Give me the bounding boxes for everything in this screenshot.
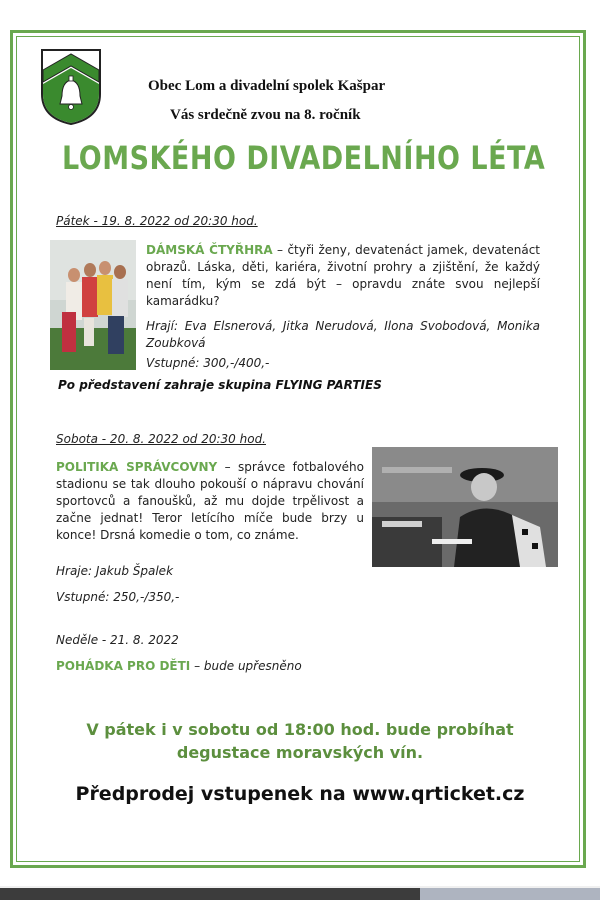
- price-saturday: Vstupné: 250,-/350,-: [56, 590, 180, 604]
- ticket-presale-note: Předprodej vstupenek na www.qrticket.cz: [75, 783, 525, 805]
- show-title-politika-spravcovny: POLITIKA SPRÁVCOVNY: [56, 460, 218, 474]
- show-title-damska-ctyrhra: DÁMSKÁ ČTYŘHRA: [146, 243, 273, 257]
- cast-friday: Hrají: Eva Elsnerová, Jitka Nerudová, Ilona Svobodová, Monika Zoubková: [146, 319, 540, 350]
- organizer-line: Obec Lom a divadelní spolek Kašpar: [148, 78, 386, 94]
- event-date-sunday: Neděle - 21. 8. 2022: [56, 633, 179, 647]
- show-title-pohadka: POHÁDKA PRO DĚTI: [56, 659, 191, 673]
- price-friday: Vstupné: 300,-/400,-: [146, 356, 270, 370]
- politika-spravcovny-photo: [372, 447, 558, 567]
- wine-tasting-note: V pátek i v sobotu od 18:00 hod. bude probíhat degustace moravských vín.: [86, 720, 514, 762]
- damska-ctyrhra-photo: [50, 240, 136, 370]
- cast-saturday: Hraje: Jakub Špalek: [56, 564, 174, 578]
- event-line-sunday: [56, 659, 302, 673]
- bottom-bar: [0, 888, 600, 900]
- event-date-saturday: Sobota - 20. 8. 2022 od 20:30 hod.: [56, 432, 266, 446]
- event-date-friday: Pátek - 19. 8. 2022 od 20:30 hod.: [56, 214, 258, 228]
- bell-crest-icon: [40, 48, 102, 126]
- after-show-note: Po představení zahraje skupina FLYING PARTIES: [58, 378, 382, 392]
- event-description-friday: DÁMSKÁ ČTYŘHRA – čtyři ženy, devatenáct jamek, devatenáct obrazů. Láska, děti, kariéra, životní prohry a zjištění, že každý není tím, kým se zdá být – opravdu znáte svou nejlepší kamarádku?: [146, 243, 540, 308]
- event-description-saturday: POLITIKA SPRÁVCOVNY – správce fotbalového stadionu se tak dlouho pokouší o nápravu chování sportovců a fanoušků, až mu dojde trpělivost a začne jednat! Teror letícího míče bude brzy u konce! Drsná komedie o tom, co známe.: [56, 460, 365, 542]
- sunday-note: – bude upřesněno: [190, 659, 302, 673]
- festival-title: LOMSKÉHO DIVADELNÍHO LÉTA: [62, 140, 546, 178]
- invitation-line: Vás srdečně zvou na 8. ročník: [170, 107, 361, 123]
